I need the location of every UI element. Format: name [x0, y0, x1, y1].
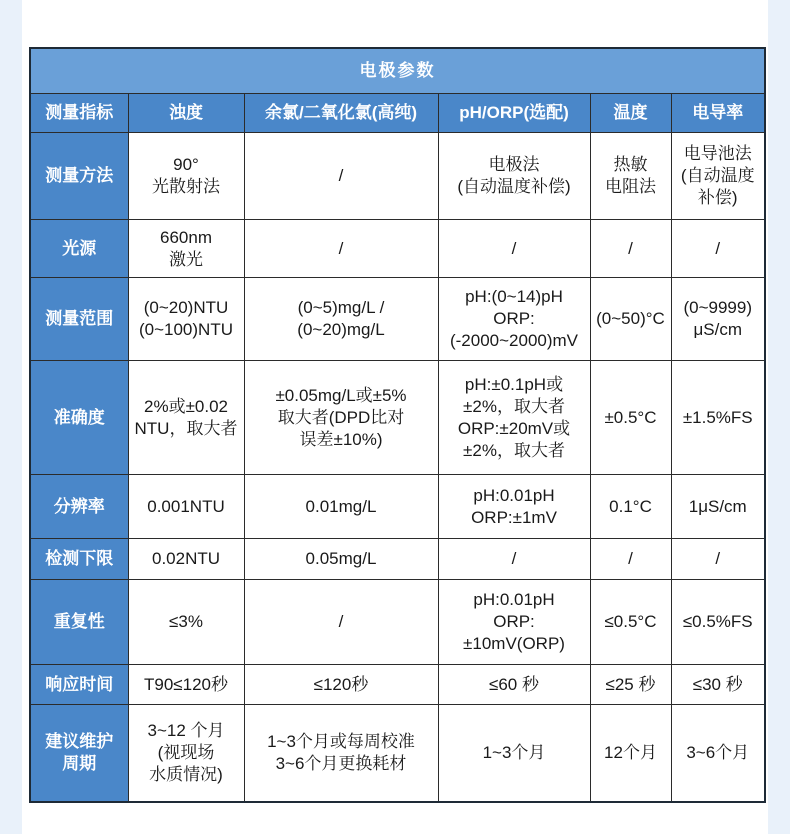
- cell-chlorine: (0~5)mg/L / (0~20)mg/L: [244, 278, 438, 361]
- row-label: 测量范围: [30, 278, 128, 361]
- cell-conductivity: (0~9999) μS/cm: [671, 278, 765, 361]
- cell-conductivity: 1μS/cm: [671, 475, 765, 539]
- cell-turbidity: ≤3%: [128, 580, 244, 665]
- row-label: 光源: [30, 220, 128, 278]
- cell-conductivity: ±1.5%FS: [671, 361, 765, 475]
- cell-chlorine: 0.01mg/L: [244, 475, 438, 539]
- table-row: [30, 580, 765, 665]
- header-row: [30, 94, 765, 133]
- cell-turbidity: 90° 光散射法: [128, 133, 244, 220]
- cell-chlorine: ±0.05mg/L或±5% 取大者(DPD比对 误差±10%): [244, 361, 438, 475]
- cell-chlorine: /: [244, 580, 438, 665]
- table-row: [30, 220, 765, 278]
- cell-ph-orp: /: [438, 539, 590, 580]
- col-header-chlorine: 余氯/二氧化氯(高纯): [244, 94, 438, 133]
- cell-ph-orp: 1~3个月: [438, 705, 590, 803]
- cell-turbidity: (0~20)NTU (0~100)NTU: [128, 278, 244, 361]
- table-row: [30, 361, 765, 475]
- cell-chlorine: /: [244, 133, 438, 220]
- cell-chlorine: ≤120秒: [244, 665, 438, 705]
- table-row: [30, 278, 765, 361]
- cell-turbidity: 2%或±0.02 NTU，取大者: [128, 361, 244, 475]
- cell-temperature: 12个月: [590, 705, 671, 803]
- cell-temperature: ≤0.5°C: [590, 580, 671, 665]
- cell-ph-orp: pH:(0~14)pH ORP: (-2000~2000)mV: [438, 278, 590, 361]
- cell-temperature: ≤25 秒: [590, 665, 671, 705]
- cell-conductivity: /: [671, 539, 765, 580]
- row-label: 检测下限: [30, 539, 128, 580]
- row-label: 响应时间: [30, 665, 128, 705]
- table-row: [30, 665, 765, 705]
- cell-turbidity: T90≤120秒: [128, 665, 244, 705]
- table-row: [30, 705, 765, 803]
- cell-conductivity: ≤0.5%FS: [671, 580, 765, 665]
- electrode-params-table: [29, 47, 766, 803]
- row-label: 建议维护 周期: [30, 705, 128, 803]
- title-row: [30, 48, 765, 94]
- cell-chlorine: 1~3个月或每周校准 3~6个月更换耗材: [244, 705, 438, 803]
- cell-ph-orp: pH:0.01pH ORP: ±10mV(ORP): [438, 580, 590, 665]
- col-header-ph-orp: pH/ORP(选配): [438, 94, 590, 133]
- cell-ph-orp: pH:±0.1pH或 ±2%，取大者 ORP:±20mV或 ±2%，取大者: [438, 361, 590, 475]
- cell-temperature: /: [590, 539, 671, 580]
- col-header-temperature: 温度: [590, 94, 671, 133]
- col-header-metric: 测量指标: [30, 94, 128, 133]
- cell-conductivity: 3~6个月: [671, 705, 765, 803]
- cell-temperature: /: [590, 220, 671, 278]
- col-header-turbidity: 浊度: [128, 94, 244, 133]
- cell-temperature: (0~50)°C: [590, 278, 671, 361]
- row-label: 分辨率: [30, 475, 128, 539]
- cell-conductivity: /: [671, 220, 765, 278]
- cell-turbidity: 3~12 个月 (视现场 水质情况): [128, 705, 244, 803]
- table-title: 电极参数: [30, 48, 765, 94]
- cell-turbidity: 0.001NTU: [128, 475, 244, 539]
- cell-temperature: 热敏 电阻法: [590, 133, 671, 220]
- row-label: 重复性: [30, 580, 128, 665]
- cell-ph-orp: pH:0.01pH ORP:±1mV: [438, 475, 590, 539]
- cell-temperature: ±0.5°C: [590, 361, 671, 475]
- table-row: [30, 539, 765, 580]
- cell-ph-orp: 电极法 (自动温度补偿): [438, 133, 590, 220]
- cell-conductivity: ≤30 秒: [671, 665, 765, 705]
- row-label: 测量方法: [30, 133, 128, 220]
- table-row: [30, 475, 765, 539]
- cell-ph-orp: ≤60 秒: [438, 665, 590, 705]
- cell-chlorine: 0.05mg/L: [244, 539, 438, 580]
- cell-ph-orp: /: [438, 220, 590, 278]
- col-header-conductivity: 电导率: [671, 94, 765, 133]
- cell-turbidity: 660nm 激光: [128, 220, 244, 278]
- cell-chlorine: /: [244, 220, 438, 278]
- cell-conductivity: 电导池法 (自动温度 补偿): [671, 133, 765, 220]
- cell-turbidity: 0.02NTU: [128, 539, 244, 580]
- table-row: [30, 133, 765, 220]
- cell-temperature: 0.1°C: [590, 475, 671, 539]
- row-label: 准确度: [30, 361, 128, 475]
